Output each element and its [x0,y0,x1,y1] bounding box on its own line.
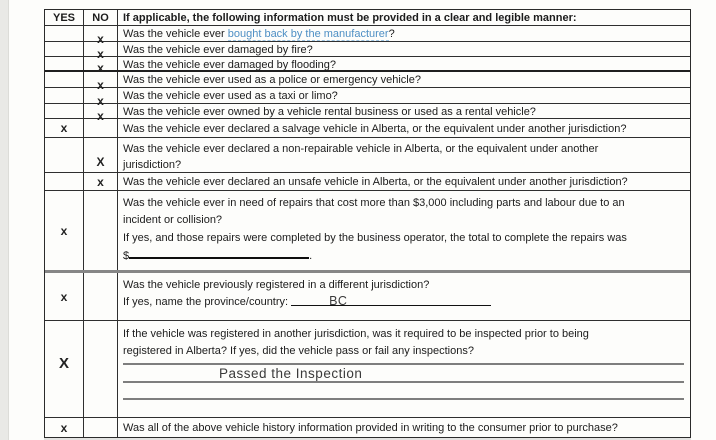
no-cell[interactable] [84,273,118,320]
row-damaged-fire [45,42,690,61]
inspection-answer-value: Passed the Inspection [219,366,363,381]
yes-cell[interactable] [45,57,84,70]
answer-line-3[interactable] [123,383,684,400]
question-text: Was all of the above vehicle history information provided in writing to the consumer prior to purchase? [123,422,618,434]
question-line-2: jurisdiction? [123,159,182,171]
row-disclosure-in-writing [45,418,690,437]
question-text: Was the vehicle ever used as a taxi or limo? [123,90,338,102]
yes-cell[interactable] [45,88,84,103]
question-text [118,138,690,172]
row-damaged-flooding [45,57,690,75]
x-mark: x [97,94,104,108]
no-cell[interactable] [84,173,118,190]
x-mark: X [58,354,69,372]
yes-cell[interactable] [45,321,84,417]
yes-cell[interactable] [45,273,84,320]
yes-cell[interactable] [45,138,84,172]
yes-cell[interactable] [45,173,84,190]
repair-amount-field[interactable] [129,250,309,259]
question-line-1: Was the vehicle ever in need of repairs that cost more than $3,000 including parts and labour due to an [123,197,625,209]
question-suffix: ? [388,28,395,40]
yes-cell[interactable] [45,104,84,118]
no-cell[interactable] [84,321,118,417]
answer-line-2[interactable] [123,365,684,383]
yes-cell[interactable] [45,191,84,270]
question-line-2: registered in Alberta? If yes, did the vehicle pass or fail any inspections? [123,344,474,357]
x-mark: x [97,78,104,92]
row-unsafe [45,173,690,191]
question-text [118,321,690,417]
question-line-1: If the vehicle was registered in another jurisdiction, was it required to be inspected prior to being [123,328,589,340]
vehicle-history-table [44,9,691,438]
no-cell[interactable] [84,191,118,270]
currency-sign: $ [123,249,130,262]
x-mark: x [60,289,68,304]
x-mark: x [60,223,68,238]
table-title: If applicable, the following information must be provided in a clear and legible manner: [123,12,577,24]
no-column-header: NO [84,10,118,25]
question-prefix: Was the vehicle ever [123,28,228,40]
page-edge [0,0,9,440]
row-non-repairable [45,138,690,173]
x-mark: x [60,420,68,435]
x-mark: x [60,121,68,135]
repair-amount-line [123,248,686,265]
row-bought-back [45,26,690,46]
province-value: BC [329,294,348,308]
x-mark: x [97,174,104,189]
question-line-1: Was the vehicle ever declared a non-repairable vehicle in Alberta, or the equivalent under another [123,143,599,155]
no-cell[interactable] [84,26,118,46]
province-label: If yes, name the province/country: [123,296,289,308]
question-text: Was the vehicle ever declared an unsafe vehicle in Alberta, or the equivalent under another jurisdiction? [123,176,628,188]
no-cell[interactable] [84,418,118,437]
province-field[interactable] [291,294,491,306]
x-mark: x [97,47,104,61]
question-text: Was the vehicle ever used as a police or emergency vehicle? [123,74,421,86]
yes-cell[interactable] [45,418,84,437]
question-text [118,191,690,270]
question-text: Was the vehicle ever damaged by fire? [123,44,313,56]
question-text [118,273,690,320]
x-mark: x [97,61,104,75]
yes-cell[interactable] [45,26,84,41]
header-row [45,10,690,26]
question-text: Was the vehicle ever declared a salvage vehicle in Alberta, or the equivalent under another jurisdiction? [123,123,627,135]
x-mark: x [97,32,104,46]
question-text: Was the vehicle ever owned by a vehicle rental business or used as a rental vehicle? [123,106,536,118]
question-line-2: incident or collision? [123,213,223,226]
x-mark: x [97,109,104,123]
row-repairs-3000 [45,191,690,273]
row-rental-vehicle [45,104,690,123]
question-line-1: Was the vehicle previously registered in a different jurisdiction? [123,279,430,291]
province-row [123,294,686,311]
question-text: Was the vehicle ever damaged by flooding? [123,59,336,71]
row-police-emergency [45,72,690,92]
yes-cell[interactable] [45,42,84,56]
buyback-link[interactable]: bought back by the manufacturer [227,28,389,40]
inspection-answer-lines [123,359,684,400]
yes-cell[interactable] [45,72,84,87]
row-salvage [45,119,690,138]
row-previous-jurisdiction [45,273,690,321]
question-line-3: If yes, and those repairs were completed by the business operator, the total to complete the repairs was [123,232,627,244]
row-taxi-limo [45,88,690,108]
yes-cell[interactable] [45,119,84,137]
question-text [118,26,690,41]
yes-column-header: YES [45,10,84,25]
period: . [309,249,313,262]
no-cell[interactable] [84,138,118,172]
row-inspection [45,321,690,418]
x-mark: X [96,155,105,169]
